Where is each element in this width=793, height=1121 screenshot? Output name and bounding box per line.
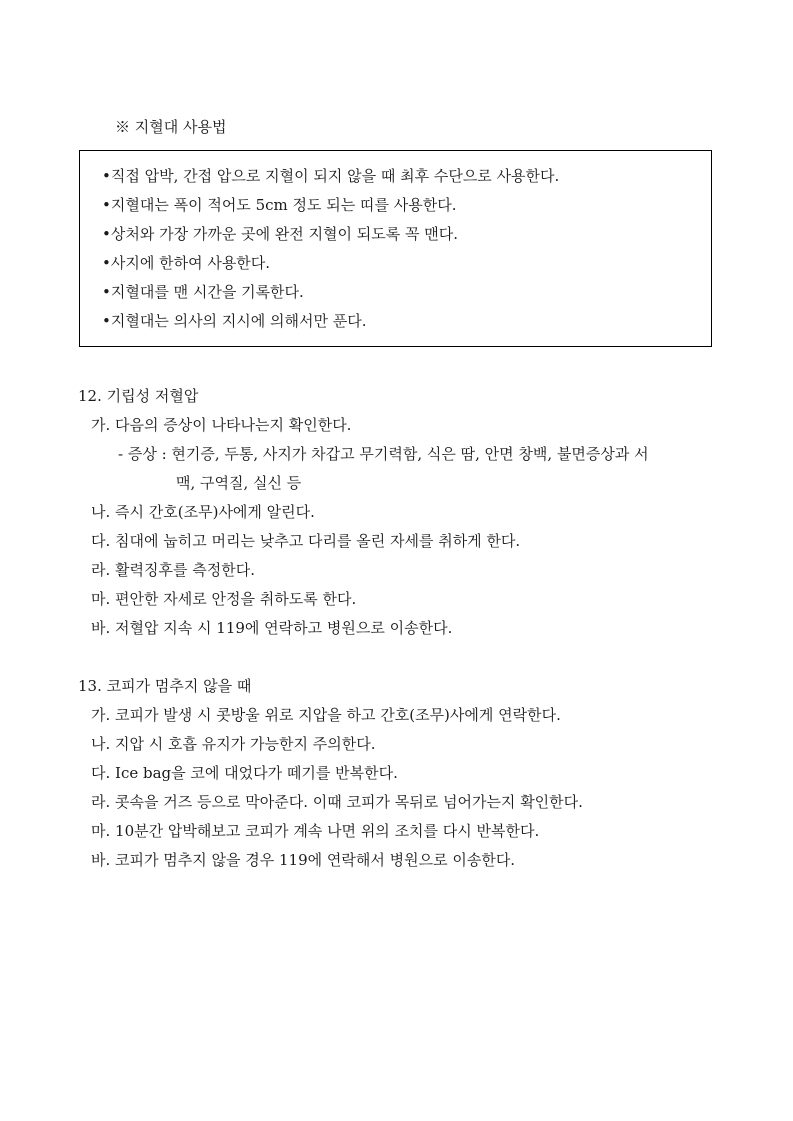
section-12-heading: 12. 기립성 저혈압 (78, 387, 199, 405)
tourniquet-note-box (79, 150, 712, 347)
list-item: 마. 10분간 압박해보고 코피가 계속 나면 위의 조치를 다시 반복한다. (91, 822, 540, 840)
note-title: ※ 지혈대 사용법 (115, 118, 227, 136)
note-item: •상처와 가장 가까운 곳에 완전 지혈이 되도록 꼭 맨다. (102, 225, 459, 243)
list-item: 다. Ice bag을 코에 대었다가 떼기를 반복한다. (91, 764, 398, 782)
list-item: 다. 침대에 눕히고 머리는 낮추고 다리를 올린 자세를 취하게 한다. (91, 532, 521, 550)
symptoms-line: - 증상 : 현기증, 두통, 사지가 차갑고 무기력함, 식은 땀, 안면 창백, 불면증상과 서 (118, 445, 649, 463)
note-item: •지혈대를 맨 시간을 기록한다. (102, 283, 304, 301)
note-item: •지혈대는 의사의 지시에 의해서만 푼다. (102, 312, 367, 330)
list-item: 가. 코피가 발생 시 콧방울 위로 지압을 하고 간호(조무)사에게 연락한다. (91, 706, 561, 724)
note-item: •직접 압박, 간접 압으로 지혈이 되지 않을 때 최후 수단으로 사용한다. (102, 167, 560, 185)
list-item: 바. 저혈압 지속 시 119에 연락하고 병원으로 이송한다. (91, 619, 453, 637)
list-item: 나. 지압 시 호흡 유지가 가능한지 주의한다. (91, 735, 376, 753)
list-item: 라. 콧속을 거즈 등으로 막아준다. 이때 코피가 목뒤로 넘어가는지 확인한다. (91, 793, 583, 811)
note-item: •지혈대는 폭이 적어도 5cm 정도 되는 띠를 사용한다. (102, 196, 457, 214)
list-item: 바. 코피가 멈추지 않을 경우 119에 연락해서 병원으로 이송한다. (91, 851, 516, 869)
section-13-heading: 13. 코피가 멈추지 않을 때 (78, 677, 252, 695)
note-item: •사지에 한하여 사용한다. (102, 254, 271, 272)
symptoms-line-continued: 맥, 구역질, 실신 등 (176, 474, 302, 492)
list-item: 라. 활력징후를 측정한다. (91, 561, 255, 579)
list-item: 가. 다음의 증상이 나타나는지 확인한다. (91, 416, 352, 434)
list-item: 마. 편안한 자세로 안정을 취하도록 한다. (91, 590, 357, 608)
list-item: 나. 즉시 간호(조무)사에게 알린다. (91, 503, 315, 521)
